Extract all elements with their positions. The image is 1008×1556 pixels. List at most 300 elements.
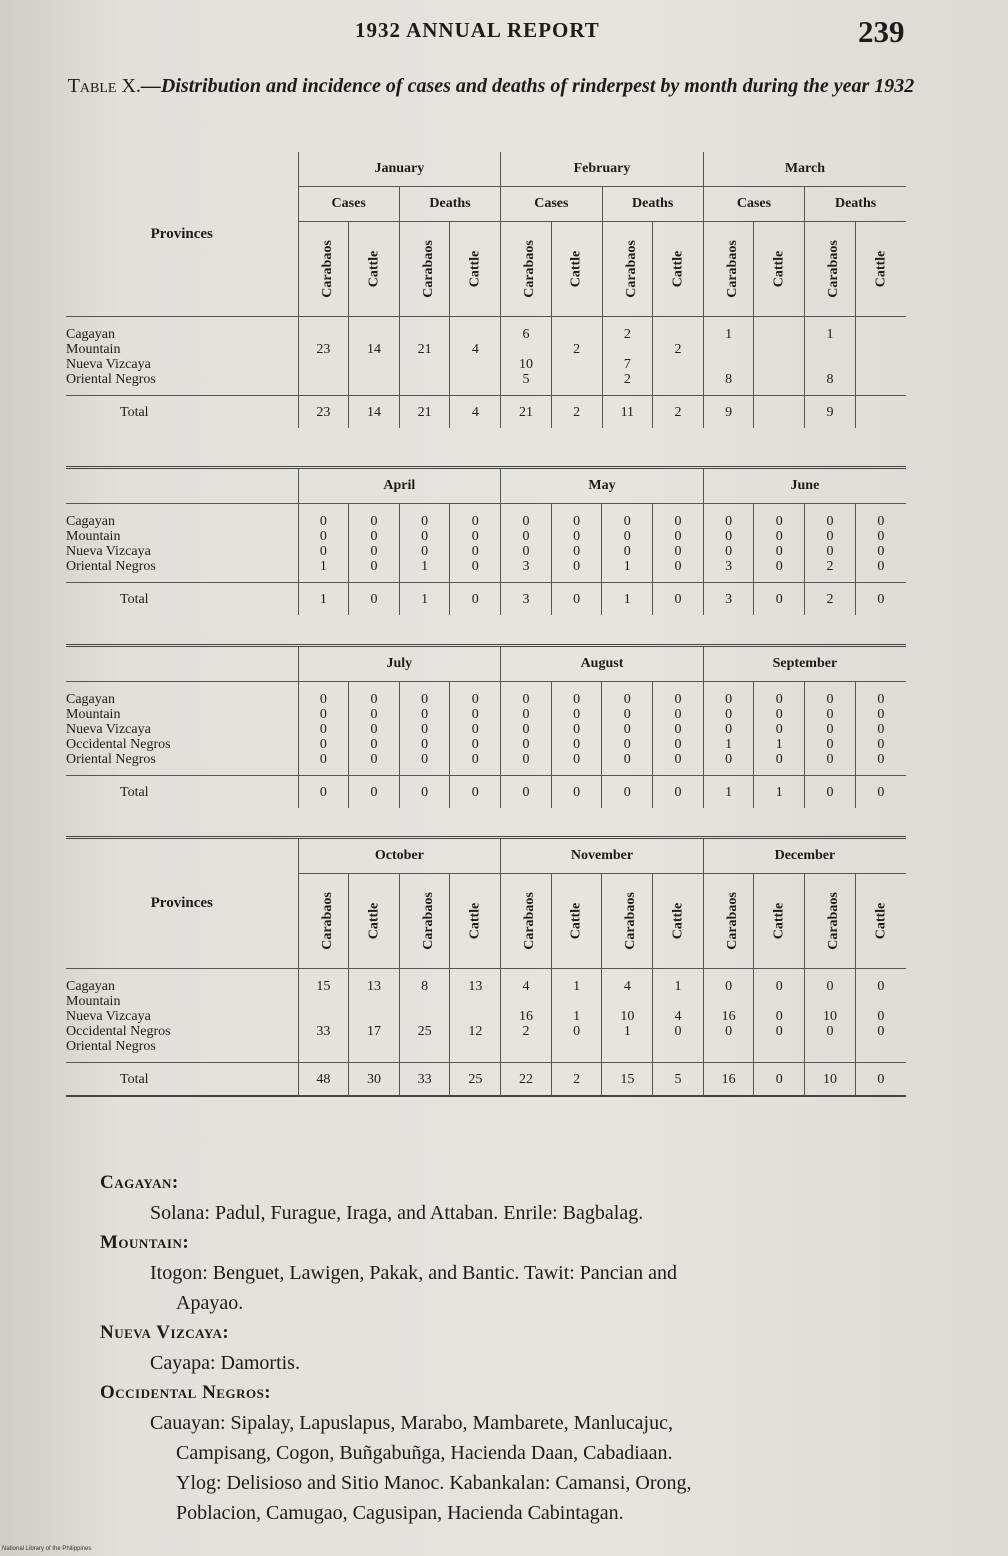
- data-column: [501, 969, 552, 1063]
- data-cell: 4: [522, 979, 530, 994]
- province-names: [66, 969, 298, 1063]
- data-cell: 0: [522, 544, 530, 559]
- species-label: Carabaos: [825, 892, 841, 950]
- data-cell: 0: [674, 514, 682, 529]
- data-cell: [552, 357, 602, 372]
- province-name: Mountain: [66, 994, 121, 1009]
- data-cell: [653, 1039, 703, 1054]
- data-cell: 0: [319, 514, 327, 529]
- data-column: [754, 682, 805, 776]
- data-cell: [653, 994, 703, 1009]
- data-cell: 10: [822, 1009, 837, 1024]
- cattle-header: [450, 874, 501, 969]
- note-province: Nueva Vizcaya:: [100, 1322, 230, 1343]
- carabaos-header: [602, 874, 653, 969]
- data-cell: [805, 994, 855, 1009]
- species-label: Cattle: [365, 902, 381, 940]
- cattle-header: [754, 222, 805, 317]
- data-cell: 0: [421, 514, 429, 529]
- month-header: December: [703, 838, 906, 874]
- carabaos-header: [501, 874, 552, 969]
- data-cell: [754, 372, 804, 387]
- note-province: Cagayan:: [100, 1172, 179, 1193]
- data-cell: 1: [674, 979, 682, 994]
- total-cell: 21: [501, 396, 552, 429]
- data-cell: 0: [725, 692, 733, 707]
- species-label: Carabaos: [420, 892, 436, 950]
- data-cell: 1: [623, 1024, 631, 1039]
- province-names: [66, 317, 298, 396]
- province-name: Mountain: [66, 529, 121, 544]
- data-column: [450, 504, 501, 583]
- data-column: [805, 317, 856, 396]
- table-block-3: [66, 644, 906, 808]
- data-cell: [805, 342, 855, 357]
- data-column: [298, 317, 349, 396]
- data-column: [805, 969, 856, 1063]
- data-cell: 8: [725, 372, 733, 387]
- species-label: Carabaos: [319, 892, 335, 950]
- species-label: Cattle: [669, 250, 685, 288]
- province-name: Oriental Negros: [66, 752, 156, 767]
- note-line: Cayapa: Damortis.: [150, 1352, 300, 1374]
- total-cell: 2: [653, 396, 704, 429]
- month-header: May: [501, 468, 704, 504]
- data-cell: [653, 357, 703, 372]
- data-cell: [805, 1039, 855, 1054]
- province-name: Nueva Vizcaya: [66, 544, 151, 559]
- data-cell: [501, 994, 551, 1009]
- data-column: [399, 317, 450, 396]
- data-cell: [299, 994, 349, 1009]
- note-line: Campisang, Cogon, Buñgabuñga, Hacienda Daan, Cabadiaan.: [176, 1442, 673, 1464]
- data-cell: 0: [826, 1024, 834, 1039]
- data-cell: 0: [573, 529, 581, 544]
- data-column: [450, 317, 501, 396]
- total-cell: 0: [754, 1063, 805, 1097]
- data-cell: [856, 994, 906, 1009]
- total-label: Total: [66, 1063, 298, 1097]
- data-cell: [299, 357, 349, 372]
- data-cell: 0: [522, 752, 530, 767]
- total-cell: 0: [450, 776, 501, 809]
- carabaos-header: [805, 222, 856, 317]
- cattle-header: [855, 222, 906, 317]
- total-cell: 0: [551, 776, 602, 809]
- data-cell: 1: [573, 979, 581, 994]
- data-cell: 0: [877, 722, 885, 737]
- data-cell: 2: [573, 342, 581, 357]
- data-cell: 0: [725, 752, 733, 767]
- data-column: [805, 682, 856, 776]
- data-cell: [299, 1009, 349, 1024]
- data-cell: 0: [573, 692, 581, 707]
- total-cell: 11: [602, 396, 653, 429]
- data-cell: 0: [319, 707, 327, 722]
- total-cell: 16: [703, 1063, 754, 1097]
- total-cell: 1: [399, 583, 450, 616]
- data-cell: 0: [522, 692, 530, 707]
- data-cell: 0: [421, 692, 429, 707]
- data-cell: 0: [522, 529, 530, 544]
- total-cell: 23: [298, 396, 349, 429]
- data-cell: 0: [623, 707, 631, 722]
- data-cell: 1: [319, 559, 327, 574]
- province-name: Nueva Vizcaya: [66, 1009, 151, 1024]
- data-cell: 0: [370, 752, 378, 767]
- data-cell: 12: [468, 1024, 483, 1039]
- data-cell: 0: [725, 722, 733, 737]
- province-names: [66, 682, 298, 776]
- carabaos-header: [399, 222, 450, 317]
- data-cell: 0: [319, 752, 327, 767]
- species-label: Cattle: [467, 250, 483, 288]
- data-cell: 3: [725, 559, 733, 574]
- data-column: [349, 317, 400, 396]
- data-cell: 0: [725, 529, 733, 544]
- note-line: Solana: Padul, Furague, Iraga, and Attaban. Enrile: Bagbalag.: [150, 1202, 644, 1224]
- data-cell: 0: [573, 737, 581, 752]
- data-cell: 0: [573, 1024, 581, 1039]
- data-cell: 0: [877, 737, 885, 752]
- data-column: [653, 969, 704, 1063]
- data-cell: [400, 372, 450, 387]
- province-name: Oriental Negros: [66, 1039, 156, 1054]
- data-column: [349, 504, 400, 583]
- data-column: [754, 969, 805, 1063]
- data-column: [298, 969, 349, 1063]
- data-cell: 0: [573, 559, 581, 574]
- data-cell: 0: [471, 707, 479, 722]
- data-cell: 0: [370, 514, 378, 529]
- data-cell: 2: [674, 342, 682, 357]
- data-cell: 0: [674, 722, 682, 737]
- deaths-header: Deaths: [602, 187, 703, 222]
- species-label: Carabaos: [623, 892, 639, 950]
- data-cell: 0: [775, 707, 783, 722]
- data-cell: 0: [674, 559, 682, 574]
- total-cell: 0: [855, 1063, 906, 1097]
- data-cell: 0: [623, 737, 631, 752]
- data-cell: 1: [725, 737, 733, 752]
- data-cell: [754, 327, 804, 342]
- carabaos-header: [298, 874, 349, 969]
- data-cell: 0: [775, 529, 783, 544]
- note-line: Itogon: Benguet, Lawigen, Pakak, and Bantic. Tawit: Pancian and: [150, 1262, 677, 1284]
- data-cell: [602, 1039, 652, 1054]
- total-label: Total: [66, 583, 298, 616]
- species-label: Cattle: [568, 902, 584, 940]
- data-cell: 2: [623, 327, 631, 342]
- data-cell: 0: [674, 692, 682, 707]
- cattle-header: [450, 222, 501, 317]
- cattle-header: [551, 222, 602, 317]
- data-column: [703, 504, 754, 583]
- data-cell: 0: [421, 707, 429, 722]
- data-cell: 0: [370, 559, 378, 574]
- month-header: June: [703, 468, 906, 504]
- data-cell: 0: [826, 752, 834, 767]
- data-cell: 0: [573, 722, 581, 737]
- data-cell: 0: [775, 692, 783, 707]
- data-cell: 0: [319, 544, 327, 559]
- data-column: [754, 317, 805, 396]
- carabaos-header: [703, 222, 754, 317]
- total-cell: 0: [450, 583, 501, 616]
- data-cell: 0: [674, 707, 682, 722]
- data-cell: 0: [370, 692, 378, 707]
- data-cell: [450, 372, 500, 387]
- data-cell: 0: [877, 544, 885, 559]
- data-column: [551, 682, 602, 776]
- data-cell: 0: [775, 544, 783, 559]
- month-header: October: [298, 838, 501, 874]
- provinces-header: Provinces: [66, 152, 298, 317]
- data-cell: 0: [826, 514, 834, 529]
- data-cell: 21: [417, 342, 432, 357]
- data-column: [298, 682, 349, 776]
- total-label: Total: [66, 776, 298, 809]
- data-cell: [552, 1039, 602, 1054]
- data-cell: [299, 327, 349, 342]
- species-label: Cattle: [771, 250, 787, 288]
- data-cell: 0: [471, 514, 479, 529]
- data-cell: 0: [319, 737, 327, 752]
- data-cell: 10: [519, 357, 534, 372]
- note-province: Mountain:: [100, 1232, 190, 1253]
- total-cell: 0: [805, 776, 856, 809]
- data-cell: 1: [421, 559, 429, 574]
- species-label: Cattle: [872, 250, 888, 288]
- total-cell: 0: [349, 583, 400, 616]
- cases-header: Cases: [703, 187, 804, 222]
- total-cell: 33: [399, 1063, 450, 1097]
- data-cell: 0: [674, 544, 682, 559]
- source-footer: National Library of the Philippines: [2, 1546, 92, 1552]
- data-cell: [856, 342, 906, 357]
- table-caption-text: —Distribution and incidence of cases and deaths of rinderpest by month during the year 1932: [140, 75, 915, 97]
- data-cell: 0: [522, 514, 530, 529]
- data-cell: 1: [775, 737, 783, 752]
- data-cell: [400, 357, 450, 372]
- data-cell: 0: [826, 722, 834, 737]
- data-cell: 0: [421, 752, 429, 767]
- data-cell: 2: [826, 559, 834, 574]
- carabaos-header: [805, 874, 856, 969]
- data-cell: 0: [471, 722, 479, 737]
- data-cell: 6: [522, 327, 530, 342]
- data-cell: [653, 372, 703, 387]
- province-name: Mountain: [66, 707, 121, 722]
- data-column: [602, 317, 653, 396]
- data-column: [349, 969, 400, 1063]
- note-line: Apayao.: [176, 1292, 244, 1314]
- note-localities: [100, 1198, 912, 1228]
- province-name: Cagayan: [66, 514, 115, 529]
- species-label: Cattle: [669, 902, 685, 940]
- total-cell: 0: [298, 776, 349, 809]
- total-cell: 0: [399, 776, 450, 809]
- data-cell: [400, 327, 450, 342]
- month-header: August: [501, 646, 704, 682]
- province-name: Cagayan: [66, 979, 115, 994]
- data-cell: 16: [721, 1009, 736, 1024]
- month-header: April: [298, 468, 501, 504]
- data-cell: 4: [471, 342, 479, 357]
- data-cell: [450, 357, 500, 372]
- data-cell: [299, 372, 349, 387]
- cattle-header: [653, 874, 704, 969]
- data-cell: 0: [877, 752, 885, 767]
- data-column: [551, 504, 602, 583]
- total-cell: 9: [703, 396, 754, 429]
- data-cell: [856, 357, 906, 372]
- note-line: Ylog: Delisioso and Sitio Manoc. Kabankalan: Camansi, Orong,: [176, 1472, 692, 1494]
- species-label: Cattle: [872, 902, 888, 940]
- species-label: Carabaos: [724, 240, 740, 298]
- data-column: [602, 682, 653, 776]
- table-block-4: [66, 836, 906, 1097]
- report-title: 1932 ANNUAL REPORT: [355, 18, 600, 42]
- data-cell: 0: [471, 752, 479, 767]
- data-cell: [400, 994, 450, 1009]
- data-cell: 0: [877, 692, 885, 707]
- data-cell: 0: [471, 737, 479, 752]
- total-cell: 14: [349, 396, 400, 429]
- data-cell: [501, 342, 551, 357]
- species-label: Carabaos: [521, 240, 537, 298]
- data-cell: [349, 372, 399, 387]
- data-cell: [754, 342, 804, 357]
- total-cell: 21: [399, 396, 450, 429]
- species-label: Carabaos: [521, 892, 537, 950]
- total-cell: 0: [855, 776, 906, 809]
- cattle-header: [754, 874, 805, 969]
- locality-notes: [100, 1168, 912, 1528]
- data-cell: [450, 1009, 500, 1024]
- data-cell: 0: [623, 692, 631, 707]
- cattle-header: [653, 222, 704, 317]
- data-cell: 5: [522, 372, 530, 387]
- data-cell: [603, 342, 653, 357]
- total-cell: 3: [501, 583, 552, 616]
- data-cell: 0: [623, 722, 631, 737]
- province-name: Cagayan: [66, 327, 115, 342]
- data-cell: 0: [370, 544, 378, 559]
- total-cell: 0: [602, 776, 653, 809]
- data-cell: 13: [468, 979, 483, 994]
- data-cell: 1: [573, 1009, 581, 1024]
- data-cell: 0: [775, 752, 783, 767]
- data-cell: 0: [826, 737, 834, 752]
- total-cell: 5: [653, 1063, 704, 1097]
- data-cell: 0: [877, 979, 885, 994]
- data-cell: 0: [421, 529, 429, 544]
- total-cell: 1: [703, 776, 754, 809]
- data-cell: 0: [623, 529, 631, 544]
- data-column: [855, 969, 906, 1063]
- total-cell: 3: [703, 583, 754, 616]
- data-cell: 0: [775, 722, 783, 737]
- data-cell: 13: [366, 979, 381, 994]
- data-cell: [602, 994, 652, 1009]
- species-label: Carabaos: [420, 240, 436, 298]
- data-cell: [349, 357, 399, 372]
- note-localities: [100, 1348, 912, 1378]
- data-cell: 0: [573, 752, 581, 767]
- data-cell: 0: [319, 722, 327, 737]
- total-cell: 25: [450, 1063, 501, 1097]
- cases-header: Cases: [298, 187, 399, 222]
- data-cell: 0: [573, 707, 581, 722]
- total-cell: 1: [754, 776, 805, 809]
- data-column: [703, 682, 754, 776]
- data-cell: 4: [674, 1009, 682, 1024]
- data-cell: [501, 1039, 551, 1054]
- data-cell: 0: [826, 979, 834, 994]
- data-column: [551, 969, 602, 1063]
- data-cell: [552, 327, 602, 342]
- data-cell: [754, 1039, 804, 1054]
- province-name: Occidental Negros: [66, 737, 171, 752]
- data-cell: 0: [471, 544, 479, 559]
- data-cell: 0: [421, 544, 429, 559]
- data-cell: [856, 1039, 906, 1054]
- data-cell: [653, 327, 703, 342]
- total-cell: 0: [551, 583, 602, 616]
- province-name: Occidental Negros: [66, 1024, 171, 1039]
- data-cell: 17: [366, 1024, 381, 1039]
- month-header: March: [703, 152, 906, 187]
- data-cell: [450, 327, 500, 342]
- deaths-header: Deaths: [399, 187, 500, 222]
- table-label: Table X.: [67, 75, 141, 97]
- data-cell: 14: [367, 342, 381, 357]
- data-cell: 25: [417, 1024, 432, 1039]
- month-header: September: [703, 646, 906, 682]
- data-cell: 0: [421, 737, 429, 752]
- data-column: [653, 317, 704, 396]
- data-cell: 0: [573, 544, 581, 559]
- data-cell: 1: [826, 327, 834, 342]
- data-cell: 0: [319, 692, 327, 707]
- data-cell: 0: [370, 707, 378, 722]
- total-cell: 1: [298, 583, 349, 616]
- data-cell: 0: [877, 514, 885, 529]
- data-cell: [450, 994, 500, 1009]
- data-cell: 0: [775, 514, 783, 529]
- data-cell: [856, 327, 906, 342]
- provinces-header-empty: [66, 646, 298, 682]
- data-column: [551, 317, 602, 396]
- data-cell: 23: [316, 342, 331, 357]
- total-cell: 0: [349, 776, 400, 809]
- data-column: [602, 969, 653, 1063]
- species-label: Carabaos: [319, 240, 335, 298]
- data-cell: [349, 1039, 399, 1054]
- data-cell: 0: [674, 752, 682, 767]
- data-column: [602, 504, 653, 583]
- data-column: [855, 682, 906, 776]
- total-cell: 2: [551, 396, 602, 429]
- carabaos-header: [399, 874, 450, 969]
- data-cell: 0: [370, 529, 378, 544]
- total-cell: 0: [855, 583, 906, 616]
- total-cell: 22: [501, 1063, 552, 1097]
- data-cell: 0: [725, 544, 733, 559]
- data-column: [653, 682, 704, 776]
- data-cell: 1: [725, 327, 733, 342]
